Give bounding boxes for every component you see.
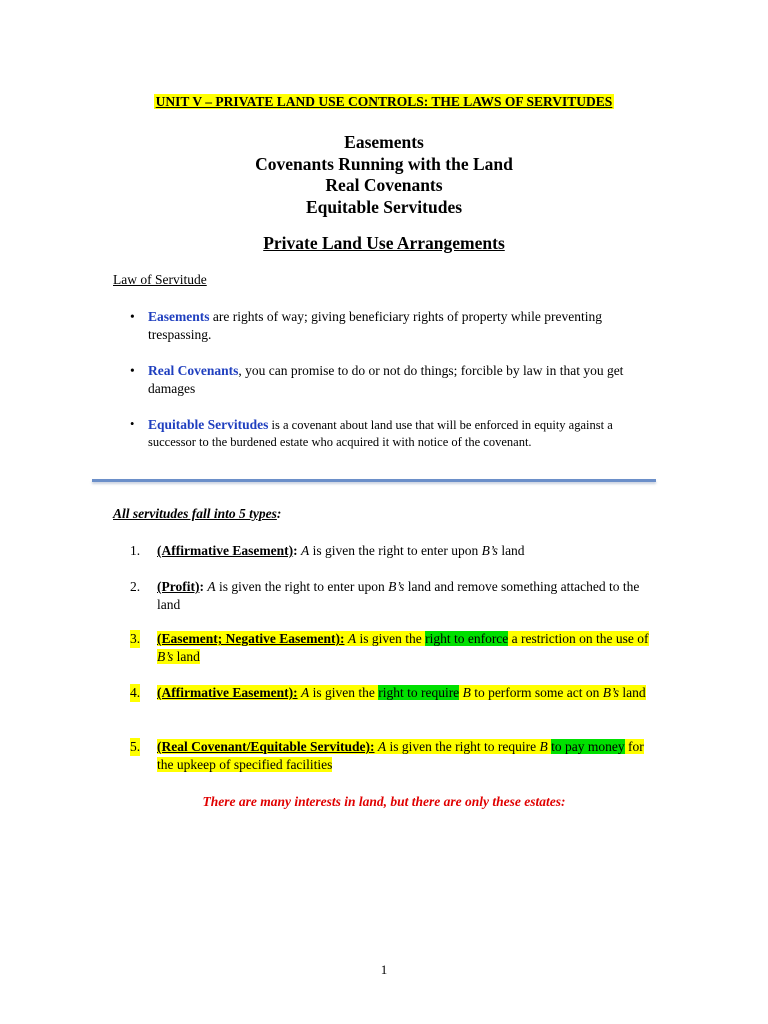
types-title: All servitudes fall into 5 types: — [113, 506, 282, 521]
page-number: 1 — [380, 962, 388, 977]
estates-note: There are many interests in land, but there are only these estates: — [202, 794, 566, 809]
bullet-term: Easements — [148, 309, 210, 324]
heading-real-covenants: Real Covenants — [325, 175, 443, 195]
bullet-text: , you can promise to do or not do things; forcible by law in that you get damages — [148, 363, 624, 396]
bullet-text: is a covenant about land use that will be enforced in equity against a successor to the burdened estate who acquired it with notice of the covenant. — [148, 418, 613, 449]
subheading: Private Land Use Arrangements — [263, 233, 505, 253]
bullet-term: Real Covenants — [148, 363, 239, 378]
list-item: 3. (Easement; Negative Easement): A is given the right to enforce a restriction on the use of B’s land — [130, 631, 649, 664]
heading-block — [0, 132, 768, 218]
heading-covenants-running: Covenants Running with the Land — [255, 153, 513, 174]
bullet-dot-icon: • — [130, 309, 135, 324]
heading-easements: Easements — [344, 132, 424, 152]
highlight-green: right to enforce — [425, 631, 509, 646]
bullet-list — [130, 308, 660, 469]
bullet-item — [130, 308, 660, 344]
bullet-dot-icon: • — [130, 363, 135, 378]
list-item: 4. (Affirmative Easement): A is given the right to require B to perform some act on B’s land — [130, 685, 646, 700]
list-item: 1. (Affirmative Easement): A is given the right to enter upon B’s land — [130, 543, 525, 558]
bullet-text: are rights of way; giving beneficiary rights of property while preventing trespassing. — [148, 309, 603, 342]
bullet-item — [130, 362, 660, 398]
section-divider — [92, 479, 656, 482]
bullet-dot-icon: • — [130, 417, 135, 431]
highlight-green: right to require — [378, 685, 460, 700]
list-item: 2. (Profit): A is given the right to enter upon B’s land and remove something attached to the land — [130, 579, 640, 612]
heading-equitable-servitudes: Equitable Servitudes — [305, 196, 463, 217]
unit-title: UNIT V – PRIVATE LAND USE CONTROLS: THE LAWS OF SERVITUDES — [155, 94, 613, 109]
bullet-item — [130, 416, 660, 451]
bullet-term: Equitable Servitudes — [148, 417, 269, 432]
highlight-green: to pay money — [551, 739, 625, 754]
list-item: 5. (Real Covenant/Equitable Servitude): A is given the right to require B to pay money for the upkeep of specified facilities — [130, 739, 644, 772]
law-of-servitude-title: Law of Servitude — [113, 272, 207, 287]
